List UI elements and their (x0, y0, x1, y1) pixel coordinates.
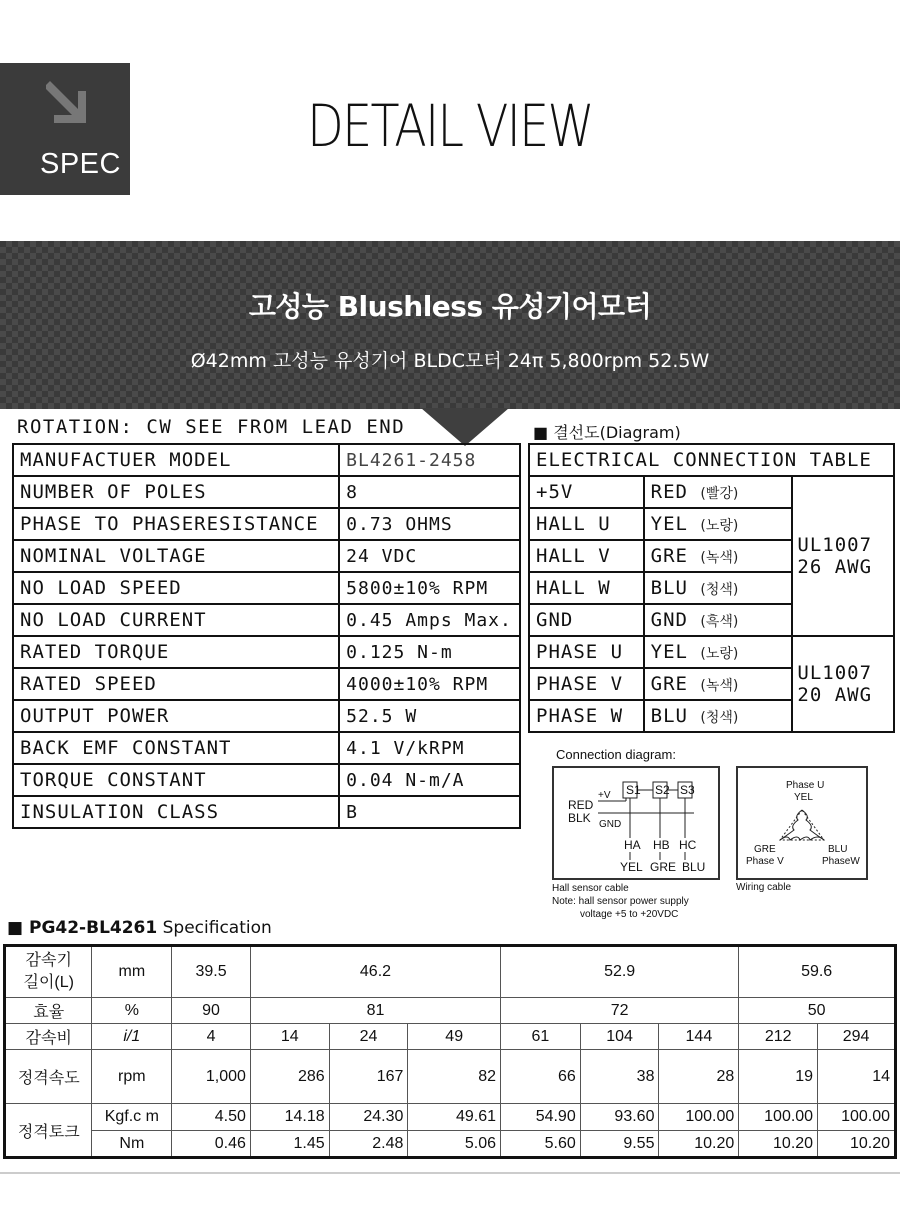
table-row (13, 796, 520, 828)
ratio-cell: 4 (172, 1024, 251, 1050)
table-row (13, 476, 520, 508)
banner-notch (421, 408, 509, 446)
speed-label: 정격속도 (5, 1050, 92, 1104)
color-cell: GRE (녹색) (644, 668, 793, 700)
length-cell: 59.6 (739, 946, 896, 998)
torque-nm-cell: 0.46 (172, 1131, 251, 1158)
ratio-unit: i/1 (92, 1024, 172, 1050)
table-row (5, 946, 896, 998)
color-cell: YEL (노랑) (644, 636, 793, 668)
torque-nm-cell: 5.60 (501, 1131, 581, 1158)
torque-nm-cell: 9.55 (580, 1131, 659, 1158)
table-row (13, 636, 520, 668)
speed-cell: 28 (659, 1050, 739, 1104)
s2-label: S2 (655, 783, 670, 797)
ratio-cell: 61 (501, 1024, 581, 1050)
torque-kgf-cell: 100.00 (659, 1104, 739, 1131)
color-cell: GND (흑색) (644, 604, 793, 636)
table-row (13, 668, 520, 700)
table-row (5, 998, 896, 1024)
signal-cell: GND (529, 604, 644, 636)
spec-key: RATED SPEED (13, 668, 339, 700)
torque-kgf-cell: 4.50 (172, 1104, 251, 1131)
color-cell: YEL (노랑) (644, 508, 793, 540)
table-row (13, 604, 520, 636)
torque-kgf-cell: 100.00 (739, 1104, 818, 1131)
torque-nm-cell: 2.48 (329, 1131, 408, 1158)
spec-key: RATED TORQUE (13, 636, 339, 668)
spec-key: INSULATION CLASS (13, 796, 339, 828)
speed-cell: 38 (580, 1050, 659, 1104)
phase-u-label: Phase U (786, 780, 825, 791)
spec-value: 8 (339, 476, 520, 508)
spec-key: NUMBER OF POLES (13, 476, 339, 508)
table-row (5, 1024, 896, 1050)
red-label: RED (568, 798, 594, 812)
signal-cell: HALL V (529, 540, 644, 572)
table-row (529, 636, 894, 668)
torque-unit-nm: Nm (92, 1131, 172, 1158)
spec-key: NOMINAL VOLTAGE (13, 540, 339, 572)
spec-value: 5800±10% RPM (339, 572, 520, 604)
spec-badge-label: SPEC (40, 148, 121, 180)
spec-value: BL4261-2458 (339, 444, 520, 476)
signal-cell: HALL W (529, 572, 644, 604)
signal-cell: +5V (529, 476, 644, 508)
signal-cell: PHASE V (529, 668, 644, 700)
ratio-cell: 104 (580, 1024, 659, 1050)
spec-key: NO LOAD SPEED (13, 572, 339, 604)
table-row (5, 1050, 896, 1104)
table-row (13, 508, 520, 540)
speed-cell: 82 (408, 1050, 501, 1104)
torque-kgf-cell: 93.60 (580, 1104, 659, 1131)
spec-value: 24 VDC (339, 540, 520, 572)
ratio-cell: 14 (250, 1024, 329, 1050)
cable-spec-26awg: UL1007 26 AWG (792, 476, 894, 636)
gre-label: GRE (650, 860, 677, 874)
table-row (13, 540, 520, 572)
torque-nm-cell: 5.06 (408, 1131, 501, 1158)
spec-value: 0.73 OHMS (339, 508, 520, 540)
signal-cell: PHASE W (529, 700, 644, 732)
ratio-cell: 49 (408, 1024, 501, 1050)
torque-kgf-cell: 100.00 (818, 1104, 896, 1131)
footer-divider (0, 1172, 900, 1174)
blk-label: BLK (568, 811, 591, 825)
connection-diagram-title: Connection diagram: (556, 747, 676, 762)
phase-w-label: PhaseW (822, 856, 860, 867)
table-row (13, 732, 520, 764)
torque-nm-cell: 10.20 (818, 1131, 896, 1158)
spec-key: NO LOAD CURRENT (13, 604, 339, 636)
torque-kgf-cell: 14.18 (250, 1104, 329, 1131)
phase-yel-label: YEL (794, 792, 813, 803)
bottom-spec-heading: ■ PG42-BL4261 Specification (7, 918, 272, 938)
blu-label: BLU (682, 860, 706, 874)
speed-cell: 14 (818, 1050, 896, 1104)
efficiency-cell: 81 (250, 998, 500, 1024)
efficiency-cell: 50 (739, 998, 896, 1024)
spec-key: OUTPUT POWER (13, 700, 339, 732)
phase-gre-label: GRE (754, 844, 776, 855)
yel-label: YEL (620, 860, 643, 874)
cable-spec-20awg: UL1007 20 AWG (792, 636, 894, 732)
banner-subtitle: Ø42mm 고성능 유성기어 BLDC모터 24π 5,800rpm 52.5W (190, 350, 710, 372)
ha-label: HA (624, 838, 641, 852)
efficiency-unit: % (92, 998, 172, 1024)
spec-key: TORQUE CONSTANT (13, 764, 339, 796)
torque-label: 정격토크 (5, 1104, 92, 1158)
table-row (5, 1131, 896, 1158)
spec-value: B (339, 796, 520, 828)
connection-table (528, 443, 895, 733)
spec-key: BACK EMF CONSTANT (13, 732, 339, 764)
signal-cell: HALL U (529, 508, 644, 540)
phase-v-label: Phase V (746, 856, 784, 867)
phase-blu-label: BLU (828, 844, 848, 855)
s1-label: S1 (626, 783, 641, 797)
spec-key: PHASE TO PHASERESISTANCE (13, 508, 339, 540)
speed-cell: 167 (329, 1050, 408, 1104)
motor-spec-table (12, 443, 521, 829)
wiring-cable-caption: Wiring cable (736, 882, 792, 893)
gearbox-spec-table (3, 944, 897, 1159)
torque-kgf-cell: 24.30 (329, 1104, 408, 1131)
rotation-note: ROTATION: CW SEE FROM LEAD END (17, 416, 406, 438)
length-label: 감속기 길이(L) (5, 946, 92, 998)
spec-value: 0.04 N-m/A (339, 764, 520, 796)
spec-value: 0.45 Amps Max. (339, 604, 520, 636)
connection-table-title: ELECTRICAL CONNECTION TABLE (529, 444, 894, 476)
spec-value: 4.1 V/kRPM (339, 732, 520, 764)
table-row (5, 1104, 896, 1131)
torque-nm-cell: 10.20 (659, 1131, 739, 1158)
hc-label: HC (679, 838, 697, 852)
spec-value: 52.5 W (339, 700, 520, 732)
length-cell: 46.2 (250, 946, 500, 998)
hall-sensor-diagram (552, 766, 720, 880)
efficiency-cell: 90 (172, 998, 251, 1024)
torque-kgf-cell: 54.90 (501, 1104, 581, 1131)
banner-title: 고성능 Blushless 유성기어모터 (248, 290, 652, 323)
length-unit: mm (92, 946, 172, 998)
ratio-label: 감속비 (5, 1024, 92, 1050)
color-cell: GRE (녹색) (644, 540, 793, 572)
length-cell: 39.5 (172, 946, 251, 998)
ratio-cell: 294 (818, 1024, 896, 1050)
length-cell: 52.9 (501, 946, 739, 998)
gnd-label: GND (599, 819, 622, 830)
torque-unit-kgf: Kgf.c m (92, 1104, 172, 1131)
spec-value: 4000±10% RPM (339, 668, 520, 700)
phase-wiring-diagram (736, 766, 868, 880)
diagram-heading: ■ 결선도(Diagram) (533, 423, 681, 442)
s3-label: S3 (680, 783, 695, 797)
torque-nm-cell: 1.45 (250, 1131, 329, 1158)
speed-cell: 66 (501, 1050, 581, 1104)
torque-kgf-cell: 49.61 (408, 1104, 501, 1131)
signal-cell: PHASE U (529, 636, 644, 668)
speed-cell: 19 (739, 1050, 818, 1104)
table-row (13, 572, 520, 604)
efficiency-label: 효율 (5, 998, 92, 1024)
ratio-cell: 144 (659, 1024, 739, 1050)
table-row (529, 476, 894, 508)
color-cell: BLU (청색) (644, 700, 793, 732)
hb-label: HB (653, 838, 670, 852)
product-banner (0, 241, 900, 409)
speed-cell: 286 (250, 1050, 329, 1104)
spec-key: MANUFACTUER MODEL (13, 444, 339, 476)
color-cell: RED (빨강) (644, 476, 793, 508)
table-row (13, 700, 520, 732)
plus-v-label: +V (598, 790, 611, 801)
efficiency-cell: 72 (501, 998, 739, 1024)
spec-value: 0.125 N-m (339, 636, 520, 668)
torque-nm-cell: 10.20 (739, 1131, 818, 1158)
hall-cable-note: Hall sensor cable Note: hall sensor power supply voltage +5 to +20VDC (552, 883, 689, 920)
table-row (529, 444, 894, 476)
ratio-cell: 212 (739, 1024, 818, 1050)
speed-cell: 1,000 (172, 1050, 251, 1104)
speed-unit: rpm (92, 1050, 172, 1104)
page-title: DETAIL VIEW (307, 92, 593, 160)
table-row (13, 444, 520, 476)
color-cell: BLU (청색) (644, 572, 793, 604)
ratio-cell: 24 (329, 1024, 408, 1050)
table-row (13, 764, 520, 796)
